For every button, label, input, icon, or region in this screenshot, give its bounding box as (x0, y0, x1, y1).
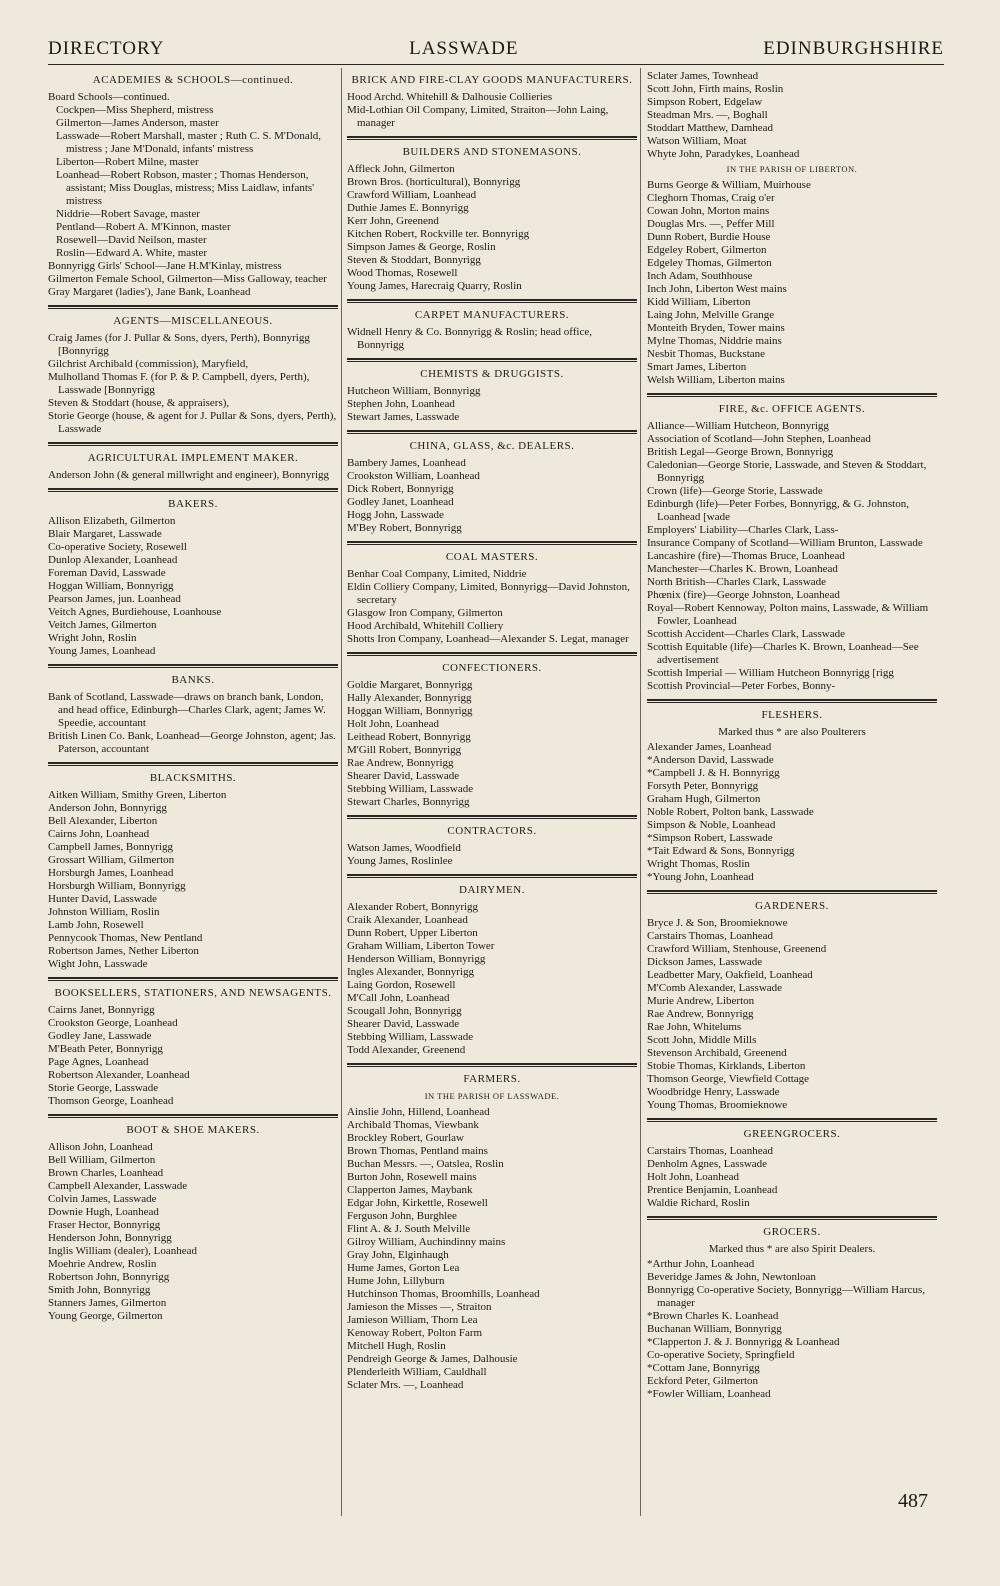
directory-entry: *Brown Charles K. Loanhead (647, 1310, 779, 1322)
directory-entry: Godley Jane, Lasswade (48, 1030, 152, 1042)
directory-entry: Steven & Stoddart, Bonnyrigg (347, 254, 481, 266)
directory-entry: Bell William, Gilmerton (48, 1154, 156, 1166)
directory-entry: Noble Robert, Polton bank, Lasswade (647, 806, 814, 818)
directory-entry: Hutchinson Thomas, Broomhills, Loanhead (347, 1288, 540, 1300)
directory-entry: Colvin James, Lasswade (48, 1193, 157, 1205)
directory-entry: Kidd William, Liberton (647, 296, 751, 308)
directory-entry: Manchester—Charles K. Brown, Loanhead (647, 563, 838, 575)
column-divider (640, 68, 641, 1516)
directory-entry: *Cottam Jane, Bonnyrigg (647, 1362, 760, 1374)
column-right (647, 70, 937, 1510)
directory-entry: Leithead Robert, Bonnyrigg (347, 731, 471, 743)
directory-entry: Whyte John, Paradykes, Loanhead (647, 148, 800, 160)
section-heading: BAKERS. (168, 498, 218, 510)
section-heading: BRICK AND FIRE-CLAY GOODS MANUFACTURERS. (351, 74, 633, 86)
column-divider (341, 68, 342, 1516)
directory-entry: Young George, Gilmerton (48, 1310, 163, 1322)
directory-entry: Caledonian—George Storie, Lasswade, and Steven & Stoddart, Bonnyrigg (647, 459, 927, 484)
directory-entry: Buchan Messrs. —, Oatslea, Roslin (347, 1158, 504, 1170)
directory-entry: Godley Janet, Loanhead (347, 496, 454, 508)
directory-entry: Ainslie John, Hillend, Loanhead (347, 1106, 490, 1118)
directory-entry: M'Call John, Loanhead (347, 992, 450, 1004)
directory-entry: Laing John, Melville Grange (647, 309, 775, 321)
directory-entry: Roslin—Edward A. White, master (56, 247, 208, 259)
directory-entry: Wight John, Lasswade (48, 958, 148, 970)
section-heading: CONFECTIONERS. (442, 662, 542, 674)
directory-entry: Bryce J. & Son, Broomieknowe (647, 917, 788, 929)
directory-entry: Crookston William, Loanhead (347, 470, 480, 482)
directory-entry: Brown Thomas, Pentland mains (347, 1145, 488, 1157)
directory-entry: Crookston George, Loanhead (48, 1017, 178, 1029)
directory-entry: Bambery James, Loanhead (347, 457, 466, 469)
directory-entry: Henderson William, Bonnyrigg (347, 953, 486, 965)
directory-entry: Hume James, Gorton Lea (347, 1262, 460, 1274)
running-head (48, 38, 944, 60)
section-rule (48, 664, 338, 668)
directory-entry: Employers' Liability—Charles Clark, Lass- (647, 524, 839, 536)
directory-entry: Young James, Roslinlee (347, 855, 453, 867)
directory-entry: Cockpen—Miss Shepherd, mistress (56, 104, 214, 116)
directory-entry: Monteith Bryden, Tower mains (647, 322, 785, 334)
directory-entry: British Linen Co. Bank, Loanhead—George Johnston, agent; Jas. Paterson, accountant (48, 730, 336, 755)
directory-entry: *Anderson David, Lasswade (647, 754, 774, 766)
directory-entry: Veitch James, Gilmerton (48, 619, 157, 631)
directory-entry: Goldie Margaret, Bonnyrigg (347, 679, 473, 691)
directory-entry: Thomson George, Viewfield Cottage (647, 1073, 810, 1085)
directory-entry: Page Agnes, Loanhead (48, 1056, 149, 1068)
directory-entry: Pendreigh George & James, Dalhousie (347, 1353, 518, 1365)
directory-entry: M'Comb Alexander, Lasswade (647, 982, 783, 994)
section-rule (347, 652, 637, 656)
directory-entry: Allison John, Loanhead (48, 1141, 153, 1153)
directory-entry: Gilchrist Archibald (commission), Maryfield, (48, 358, 249, 370)
directory-entry: Scottish Equitable (life)—Charles K. Brown, Loanhead—See advertisement (647, 641, 919, 666)
section-rule (347, 358, 637, 362)
directory-entry: Dunn Robert, Upper Liberton (347, 927, 478, 939)
directory-entry: Moehrie Andrew, Roslin (48, 1258, 157, 1270)
directory-entry: Holt John, Loanhead (347, 718, 439, 730)
directory-entry: *Arthur John, Loanhead (647, 1258, 755, 1270)
header-rule (48, 64, 944, 65)
directory-entry: Shearer David, Lasswade (347, 770, 460, 782)
section-heading: AGENTS—MISCELLANEOUS. (113, 315, 273, 327)
directory-entry: Crown (life)—George Storie, Lasswade (647, 485, 823, 497)
section-note: Marked thus * are also Spirit Dealers. (708, 1243, 876, 1255)
directory-entry: Eckford Peter, Gilmerton (647, 1375, 759, 1387)
directory-entry: Board Schools—continued. (48, 91, 170, 103)
directory-entry: Pennycook Thomas, New Pentland (48, 932, 203, 944)
directory-entry: Cowan John, Morton mains (647, 205, 770, 217)
directory-entry: Co-operative Society, Springfield (647, 1349, 795, 1361)
directory-entry: *Young John, Loanhead (647, 871, 754, 883)
directory-entry: Grossart William, Gilmerton (48, 854, 175, 866)
directory-entry: Inch John, Liberton West mains (647, 283, 787, 295)
directory-entry: M'Beath Peter, Bonnyrigg (48, 1043, 163, 1055)
directory-entry: Anderson John, Bonnyrigg (48, 802, 167, 814)
section-rule (647, 890, 937, 894)
directory-entry: Robertson Alexander, Loanhead (48, 1069, 190, 1081)
directory-entry: Wright Thomas, Roslin (647, 858, 750, 870)
directory-entry: Smart James, Liberton (647, 361, 747, 373)
directory-entry: Beveridge James & John, Newtonloan (647, 1271, 816, 1283)
directory-entry: Simpson James & George, Roslin (347, 241, 496, 253)
directory-entry: Hoggan William, Bonnyrigg (347, 705, 473, 717)
directory-entry: *Simpson Robert, Lasswade (647, 832, 773, 844)
directory-entry: Affleck John, Gilmerton (347, 163, 455, 175)
directory-entry: Hood Archd. Whitehill & Dalhousie Collieries (347, 91, 553, 103)
directory-entry: Thomson George, Loanhead (48, 1095, 174, 1107)
directory-entry: Rae Andrew, Bonnyrigg (647, 1008, 754, 1020)
directory-entry: Niddrie—Robert Savage, master (56, 208, 200, 220)
section-heading: GROCERS. (763, 1226, 821, 1238)
directory-entry: Fraser Hector, Bonnyrigg (48, 1219, 161, 1231)
directory-entry: Sclater James, Townhead (647, 70, 759, 82)
directory-entry: Benhar Coal Company, Limited, Niddrie (347, 568, 527, 580)
directory-entry: Edgeley Thomas, Gilmerton (647, 257, 772, 269)
directory-entry: Allison Elizabeth, Gilmerton (48, 515, 176, 527)
directory-entry: *Campbell J. & H. Bonnyrigg (647, 767, 780, 779)
directory-entry: *Clapperton J. & J. Bonnyrigg & Loanhead (647, 1336, 840, 1348)
directory-entry: Simpson & Noble, Loanhead (647, 819, 776, 831)
section-rule (647, 699, 937, 703)
section-heading: BUILDERS AND STONEMASONS. (402, 146, 582, 158)
directory-entry: Cleghorn Thomas, Craig o'er (647, 192, 775, 204)
directory-entry: Craik Alexander, Loanhead (347, 914, 468, 926)
directory-entry: Smith John, Bonnyrigg (48, 1284, 151, 1296)
directory-entry: Robertson John, Bonnyrigg (48, 1271, 170, 1283)
directory-entry: Woodbridge Henry, Lasswade (647, 1086, 780, 1098)
directory-entry: Widnell Henry & Co. Bonnyrigg & Roslin; head office, Bonnyrigg (347, 326, 592, 351)
directory-entry: Hogg John, Lasswade (347, 509, 444, 521)
section-heading: BANKS. (171, 674, 215, 686)
directory-entry: Inglis William (dealer), Loanhead (48, 1245, 198, 1257)
directory-entry: Jamieson the Misses —, Straiton (347, 1301, 492, 1313)
page-number: 487 (898, 1490, 928, 1512)
directory-entry: Stephen John, Loanhead (347, 398, 455, 410)
section-heading: BOOT & SHOE MAKERS. (126, 1124, 260, 1136)
directory-entry: Scottish Accident—Charles Clark, Lasswade (647, 628, 845, 640)
directory-entry: Pearson James, jun. Loanhead (48, 593, 181, 605)
directory-entry: Scottish Imperial — William Hutcheon Bonnyrigg [rigg (647, 667, 894, 679)
directory-entry: Rae John, Whitelums (647, 1021, 742, 1033)
directory-entry: Burton John, Rosewell mains (347, 1171, 477, 1183)
directory-entry: Mulholland Thomas F. (for P. & P. Campbell, dyers, Perth), Lasswade [Bonnyrigg (48, 371, 310, 396)
directory-entry: Waldie Richard, Roslin (647, 1197, 750, 1209)
section-rule (48, 977, 338, 981)
directory-entry: Cairns John, Loanhead (48, 828, 150, 840)
directory-entry: Hally Alexander, Bonnyrigg (347, 692, 472, 704)
directory-entry: Horsburgh James, Loanhead (48, 867, 174, 879)
directory-entry: Alliance—William Hutcheon, Bonnyrigg (647, 420, 829, 432)
directory-entry: Crawford William, Loanhead (347, 189, 477, 201)
section-heading: BLACKSMITHS. (149, 772, 237, 784)
section-heading: GREENGROCERS. (743, 1128, 841, 1140)
directory-entry: Blair Margaret, Lasswade (48, 528, 162, 540)
directory-entry: Dickson James, Lasswade (647, 956, 763, 968)
directory-entry: Phœnix (fire)—George Johnston, Loanhead (647, 589, 840, 601)
directory-entry: British Legal—George Brown, Bonnyrigg (647, 446, 834, 458)
section-rule (347, 430, 637, 434)
section-heading: GARDENERS. (755, 900, 829, 912)
section-heading: DAIRYMEN. (459, 884, 525, 896)
directory-entry: Mid-Lothian Oil Company, Limited, Straiton—John Laing, manager (347, 104, 609, 129)
section-heading: FIRE, &c. OFFICE AGENTS. (718, 403, 866, 415)
directory-entry: Young James, Harecraig Quarry, Roslin (347, 280, 522, 292)
directory-entry: Rosewell—David Neilson, master (56, 234, 207, 246)
directory-entry: M'Gill Robert, Bonnyrigg (347, 744, 462, 756)
directory-entry: Steadman Mrs. —, Boghall (647, 109, 768, 121)
directory-entry: Henderson John, Bonnyrigg (48, 1232, 172, 1244)
directory-entry: Plenderleith William, Cauldhall (347, 1366, 487, 1378)
directory-entry: Gilmerton Female School, Gilmerton—Miss Galloway, teacher (48, 273, 327, 285)
directory-entry: Watson William, Moat (647, 135, 747, 147)
directory-entry: Eldin Colliery Company, Limited, Bonnyrigg—David Johnston, secretary (347, 581, 630, 606)
directory-entry: Veitch Agnes, Burdiehouse, Loanhouse (48, 606, 222, 618)
section-subheading: IN THE PARISH OF LASSWADE. (424, 1091, 560, 1101)
column-left (48, 70, 338, 1510)
directory-entry: Watson James, Woodfield (347, 842, 461, 854)
directory-entry: Stanners James, Gilmerton (48, 1297, 167, 1309)
directory-entry: North British—Charles Clark, Lasswade (647, 576, 827, 588)
section-rule (48, 305, 338, 309)
directory-entry: Young Thomas, Broomieknowe (647, 1099, 788, 1111)
directory-entry: Campbell James, Bonnyrigg (48, 841, 173, 853)
directory-entry: Shearer David, Lasswade (347, 1018, 460, 1030)
directory-entry: Sclater Mrs. —, Loanhead (347, 1379, 464, 1391)
directory-entry: Royal—Robert Kennoway, Polton mains, Lasswade, & William Fowler, Loanhead (647, 602, 929, 627)
running-head-right: EDINBURGHSHIRE (763, 38, 944, 59)
directory-entry: Hoggan William, Bonnyrigg (48, 580, 174, 592)
section-rule (48, 762, 338, 766)
directory-entry: Liberton—Robert Milne, master (56, 156, 199, 168)
directory-entry: Storie George, Lasswade (48, 1082, 159, 1094)
section-heading: FARMERS. (463, 1073, 521, 1085)
directory-entry: *Fowler William, Loanhead (647, 1388, 771, 1400)
directory-entry: Douglas Mrs. —, Peffer Mill (647, 218, 775, 230)
directory-entry: Brown Bros. (horticultural), Bonnyrigg (347, 176, 521, 188)
directory-entry: Downie Hugh, Loanhead (48, 1206, 159, 1218)
section-rule (647, 1118, 937, 1122)
directory-entry: Carstairs Thomas, Loanhead (647, 930, 773, 942)
section-rule (347, 541, 637, 545)
directory-entry: Alexander Robert, Bonnyrigg (347, 901, 479, 913)
directory-entry: Loanhead—Robert Robson, master ; Thomas Henderson, assistant; Miss Douglas, mistress; Miss Laidlaw, infants' mistress (56, 169, 315, 207)
section-rule (347, 815, 637, 819)
directory-entry: Lasswade—Robert Marshall, master ; Ruth C. S. M'Donald, mistress ; Jane M'Donald, infants' mistress (56, 130, 322, 155)
directory-entry: Gilmerton—James Anderson, master (56, 117, 219, 129)
section-rule (48, 442, 338, 446)
directory-entry: Johnston William, Roslin (48, 906, 160, 918)
section-heading: CARPET MANUFACTURERS. (414, 309, 570, 321)
directory-entry: M'Bey Robert, Bonnyrigg (347, 522, 462, 534)
directory-entry: Craig James (for J. Pullar & Sons, dyers, Perth), Bonnyrigg [Bonnyrigg (48, 332, 310, 357)
directory-entry: Gilroy William, Auchindinny mains (347, 1236, 506, 1248)
directory-entry: Stewart Charles, Bonnyrigg (347, 796, 470, 808)
directory-entry: Anderson John (& general millwright and engineer), Bonnyrigg (48, 469, 330, 481)
directory-entry: Dunn Robert, Burdie House (647, 231, 771, 243)
directory-entry: Graham Hugh, Gilmerton (647, 793, 761, 805)
directory-entry: Pentland—Robert A. M'Kinnon, master (56, 221, 231, 233)
directory-entry: Gray Margaret (ladies'), Jane Bank, Loanhead (48, 286, 251, 298)
directory-entry: Stobie Thomas, Kirklands, Liberton (647, 1060, 806, 1072)
directory-entry: Forsyth Peter, Bonnyrigg (647, 780, 759, 792)
directory-entry: Edgeley Robert, Gilmerton (647, 244, 767, 256)
section-heading: CONTRACTORS. (447, 825, 537, 837)
directory-entry: Edinburgh (life)—Peter Forbes, Bonnyrigg, & G. Johnston, Loanhead [wade (647, 498, 909, 523)
directory-entry: Graham William, Liberton Tower (347, 940, 495, 952)
section-note: Marked thus * are also Poulterers (718, 726, 866, 738)
directory-entry: Ferguson John, Burghlee (347, 1210, 457, 1222)
directory-entry: Alexander James, Loanhead (647, 741, 772, 753)
directory-entry: Mylne Thomas, Niddrie mains (647, 335, 782, 347)
running-head-left: DIRECTORY (48, 38, 165, 59)
directory-entry: Hume John, Lillyburn (347, 1275, 445, 1287)
directory-entry: Welsh William, Liberton mains (647, 374, 785, 386)
directory-entry: Bonnyrigg Co-operative Society, Bonnyrigg—William Harcus, manager (647, 1284, 926, 1309)
directory-entry: Foreman David, Lasswade (48, 567, 166, 579)
directory-entry: Nesbit Thomas, Buckstane (647, 348, 766, 360)
directory-entry: Denholm Agnes, Lasswade (647, 1158, 768, 1170)
directory-entry: Burns George & William, Muirhouse (647, 179, 811, 191)
directory-entry: Hutcheon William, Bonnyrigg (347, 385, 481, 397)
directory-entry: Crawford William, Stenhouse, Greenend (647, 943, 827, 955)
directory-entry: Inch Adam, Southhouse (647, 270, 753, 282)
section-rule (347, 136, 637, 140)
directory-entry: Co-operative Society, Rosewell (48, 541, 187, 553)
section-heading: CHINA, GLASS, &c. DEALERS. (409, 440, 575, 452)
directory-entry: Clapperton James, Maybank (347, 1184, 473, 1196)
directory-entry: Storie George (house, & agent for J. Pullar & Sons, dyers, Perth), Lasswade (48, 410, 337, 435)
directory-entry: Simpson Robert, Edgelaw (647, 96, 763, 108)
section-rule (48, 1114, 338, 1118)
directory-entry: Kerr John, Greenend (347, 215, 439, 227)
directory-entry: Hood Archibald, Whitehill Colliery (347, 620, 504, 632)
directory-entry: Wright John, Roslin (48, 632, 137, 644)
section-heading: ACADEMIES & SCHOOLS—continued. (92, 74, 294, 86)
section-heading: FLESHERS. (761, 709, 823, 721)
directory-entry: Steven & Stoddart (house, & appraisers), (48, 397, 230, 409)
section-rule (647, 393, 937, 397)
directory-entry: Buchanan William, Bonnyrigg (647, 1323, 782, 1335)
section-heading: AGRICULTURAL IMPLEMENT MAKER. (87, 452, 299, 464)
directory-entry: Brockley Robert, Gourlaw (347, 1132, 464, 1144)
directory-entry: Brown Charles, Loanhead (48, 1167, 164, 1179)
section-rule (347, 1063, 637, 1067)
section-rule (647, 1216, 937, 1220)
directory-entry: Horsburgh William, Bonnyrigg (48, 880, 186, 892)
directory-entry: Scott John, Firth mains, Roslin (647, 83, 784, 95)
directory-entry: Holt John, Loanhead (647, 1171, 739, 1183)
directory-entry: Kitchen Robert, Rockville ter. Bonnyrigg (347, 228, 530, 240)
section-heading: BOOKSELLERS, STATIONERS, AND NEWSAGENTS. (54, 987, 332, 999)
section-subheading: IN THE PARISH OF LIBERTON. (726, 164, 858, 174)
directory-entry: Aitken William, Smithy Green, Liberton (48, 789, 227, 801)
directory-entry: Edgar John, Kirkettle, Rosewell (347, 1197, 488, 1209)
directory-entry: Insurance Company of Scotland—William Brunton, Lasswade (647, 537, 923, 549)
directory-entry: Association of Scotland—John Stephen, Loanhead (647, 433, 871, 445)
directory-entry: *Tait Edward & Sons, Bonnyrigg (647, 845, 795, 857)
directory-entry: Stebbing William, Lasswade (347, 783, 474, 795)
directory-entry: Leadbetter Mary, Oakfield, Loanhead (647, 969, 813, 981)
section-heading: COAL MASTERS. (445, 551, 539, 563)
directory-entry: Scougall John, Bonnyrigg (347, 1005, 462, 1017)
directory-entry: Rae Andrew, Bonnyrigg (347, 757, 454, 769)
directory-entry: Mitchell Hugh, Roslin (347, 1340, 446, 1352)
directory-entry: Ingles Alexander, Bonnyrigg (347, 966, 474, 978)
column-middle (347, 70, 637, 1510)
directory-entry: Stebbing William, Lasswade (347, 1031, 474, 1043)
directory-entry: Bank of Scotland, Lasswade—draws on branch bank, London, and head office, Edinburgh—Charles Clark, agent; James W. Speedie, accountant (48, 691, 326, 729)
directory-entry: Prentice Benjamin, Loanhead (647, 1184, 778, 1196)
directory-entry: Glasgow Iron Company, Gilmerton (347, 607, 503, 619)
directory-entry: Archibald Thomas, Viewbank (347, 1119, 479, 1131)
directory-entry: Flint A. & J. South Melville (347, 1223, 471, 1235)
directory-entry: Cairns Janet, Bonnyrigg (48, 1004, 155, 1016)
directory-entry: Dick Robert, Bonnyrigg (347, 483, 454, 495)
directory-entry: Kenoway Robert, Polton Farm (347, 1327, 483, 1339)
directory-entry: Campbell Alexander, Lasswade (48, 1180, 188, 1192)
directory-entry: Lancashire (fire)—Thomas Bruce, Loanhead (647, 550, 845, 562)
directory-entry: Bell Alexander, Liberton (48, 815, 158, 827)
directory-entry: Jamieson William, Thorn Lea (347, 1314, 478, 1326)
directory-entry: Wood Thomas, Rosewell (347, 267, 458, 279)
directory-entry: Dunlop Alexander, Loanhead (48, 554, 178, 566)
directory-entry: Hunter David, Lasswade (48, 893, 158, 905)
directory-entry: Lamb John, Rosewell (48, 919, 144, 931)
section-rule (347, 299, 637, 303)
running-head-center: LASSWADE (409, 38, 519, 59)
directory-entry: Young James, Loanhead (48, 645, 156, 657)
directory-entry: Stevenson Archibald, Greenend (647, 1047, 787, 1059)
directory-entry: Scott John, Middle Mills (647, 1034, 757, 1046)
section-heading: CHEMISTS & DRUGGISTS. (420, 368, 564, 380)
directory-entry: Shotts Iron Company, Loanhead—Alexander S. Legat, manager (347, 633, 629, 645)
directory-entry: Laing Gordon, Rosewell (347, 979, 456, 991)
directory-entry: Murie Andrew, Liberton (647, 995, 755, 1007)
section-rule (48, 488, 338, 492)
section-rule (347, 874, 637, 878)
directory-entry: Bonnyrigg Girls' School—Jane H.M'Kinlay, mistress (48, 260, 282, 272)
directory-entry: Stoddart Matthew, Damhead (647, 122, 774, 134)
directory-entry: Duthie James E. Bonnyrigg (347, 202, 469, 214)
directory-entry: Carstairs Thomas, Loanhead (647, 1145, 773, 1157)
directory-entry: Scottish Provincial—Peter Forbes, Bonny- (647, 680, 836, 692)
directory-entry: Gray John, Elginhaugh (347, 1249, 449, 1261)
directory-entry: Robertson James, Nether Liberton (48, 945, 199, 957)
directory-entry: Todd Alexander, Greenend (347, 1044, 466, 1056)
directory-entry: Stewart James, Lasswade (347, 411, 460, 423)
